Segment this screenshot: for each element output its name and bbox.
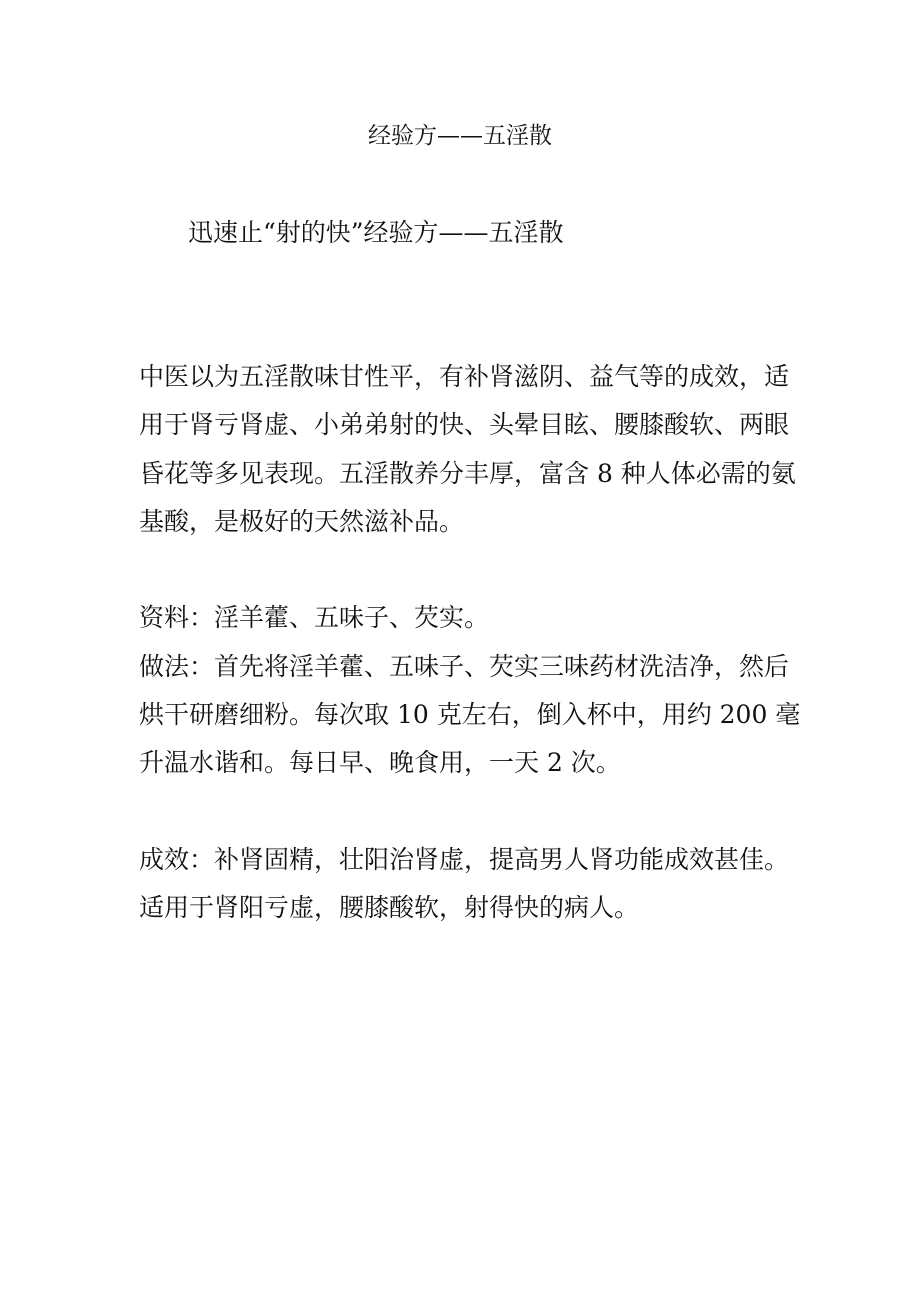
method-line-2: 烘干研磨细粉。每次取 10 克左右，倒入杯中，用约 200 毫 — [139, 700, 801, 729]
intro-line-2: 用于肾亏肾虚、小弟弟射的快、头晕目眩、腰膝酸软、两眼 — [139, 410, 790, 439]
intro-line-3: 昏花等多见表现。五淫散养分丰厚，富含 8 种人体必需的氨 — [139, 459, 796, 488]
method-line-3: 升温水谐和。每日早、晚食用，一天 2 次。 — [139, 748, 621, 777]
effect-line-1: 成效：补肾固精，壮阳治肾虚，提高男人肾功能成效甚佳。 — [139, 845, 790, 874]
intro-line-4: 基酸，是极好的天然滋补品。 — [139, 507, 465, 536]
document-subtitle: 迅速止“射的快”经验方——五淫散 — [188, 218, 564, 247]
effect-line-2: 适用于肾阳亏虚，腰膝酸软，射得快的病人。 — [139, 893, 640, 922]
method-line-1: 做法：首先将淫羊藿、五味子、芡实三味药材洗洁净，然后 — [139, 652, 790, 681]
materials-line: 资料：淫羊藿、五味子、芡实。 — [139, 603, 490, 632]
document-title: 经验方——五淫散 — [368, 123, 552, 149]
intro-line-1: 中医以为五淫散味甘性平，有补肾滋阴、益气等的成效，适 — [139, 362, 790, 391]
